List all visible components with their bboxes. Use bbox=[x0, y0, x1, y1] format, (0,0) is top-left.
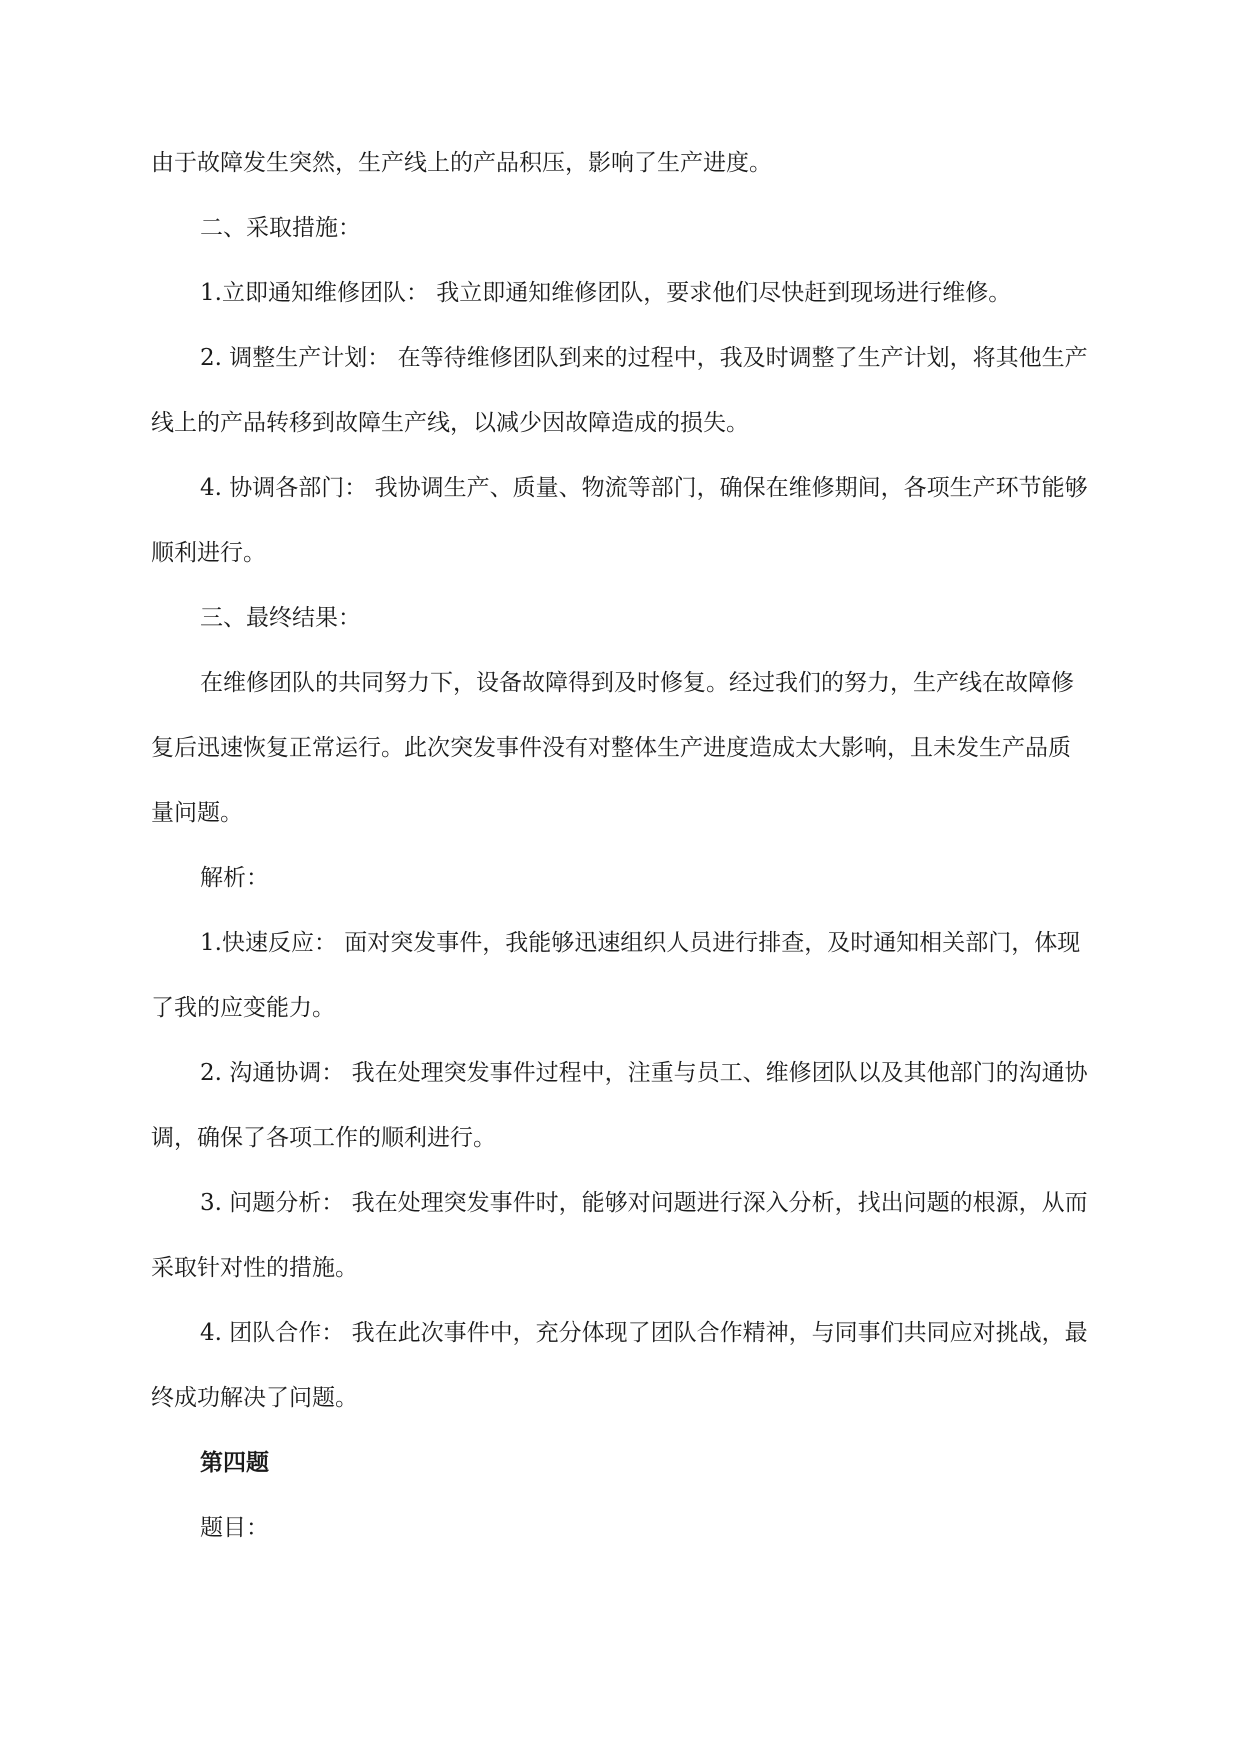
question-label: 题目： bbox=[200, 1515, 269, 1541]
analysis-item-1: 1.快速反应： 面对突发事件，我能够迅速组织人员进行排查，及时通知相关部门，体现了我的应变能力。 bbox=[151, 930, 1081, 1021]
measure-item-1: 1.立即通知维修团队： 我立即通知维修团队，要求他们尽快赶到现场进行维修。 bbox=[200, 280, 1012, 306]
measure-item-4: 4. 协调各部门： 我协调生产、质量、物流等部门，确保在维修期间，各项生产环节能够顺利进行。 bbox=[151, 475, 1088, 566]
analysis-item-4: 4. 团队合作： 我在此次事件中，充分体现了团队合作精神，与同事们共同应对挑战，最终成功解决了问题。 bbox=[151, 1320, 1088, 1411]
section-heading-result: 三、最终结果： bbox=[200, 605, 361, 631]
paragraph-backlog: 由于故障发生突然，生产线上的产品积压，影响了生产进度。 bbox=[151, 150, 772, 176]
question-four-heading: 第四题 bbox=[200, 1450, 269, 1476]
measure-item-2: 2. 调整生产计划： 在等待维修团队到来的过程中，我及时调整了生产计划，将其他生产线上的产品转移到故障生产线，以减少因故障造成的损失。 bbox=[151, 345, 1088, 436]
result-paragraph: 在维修团队的共同努力下，设备故障得到及时修复。经过我们的努力，生产线在故障修复后迅速恢复正常运行。此次突发事件没有对整体生产进度造成太大影响，且未发生产品质量问题。 bbox=[151, 670, 1074, 826]
analysis-item-2: 2. 沟通协调： 我在处理突发事件过程中，注重与员工、维修团队以及其他部门的沟通协调，确保了各项工作的顺利进行。 bbox=[151, 1060, 1088, 1151]
analysis-heading: 解析： bbox=[200, 865, 269, 891]
analysis-item-3: 3. 问题分析： 我在处理突发事件时，能够对问题进行深入分析，找出问题的根源，从而采取针对性的措施。 bbox=[151, 1190, 1088, 1281]
section-heading-measures: 二、采取措施： bbox=[200, 215, 361, 241]
